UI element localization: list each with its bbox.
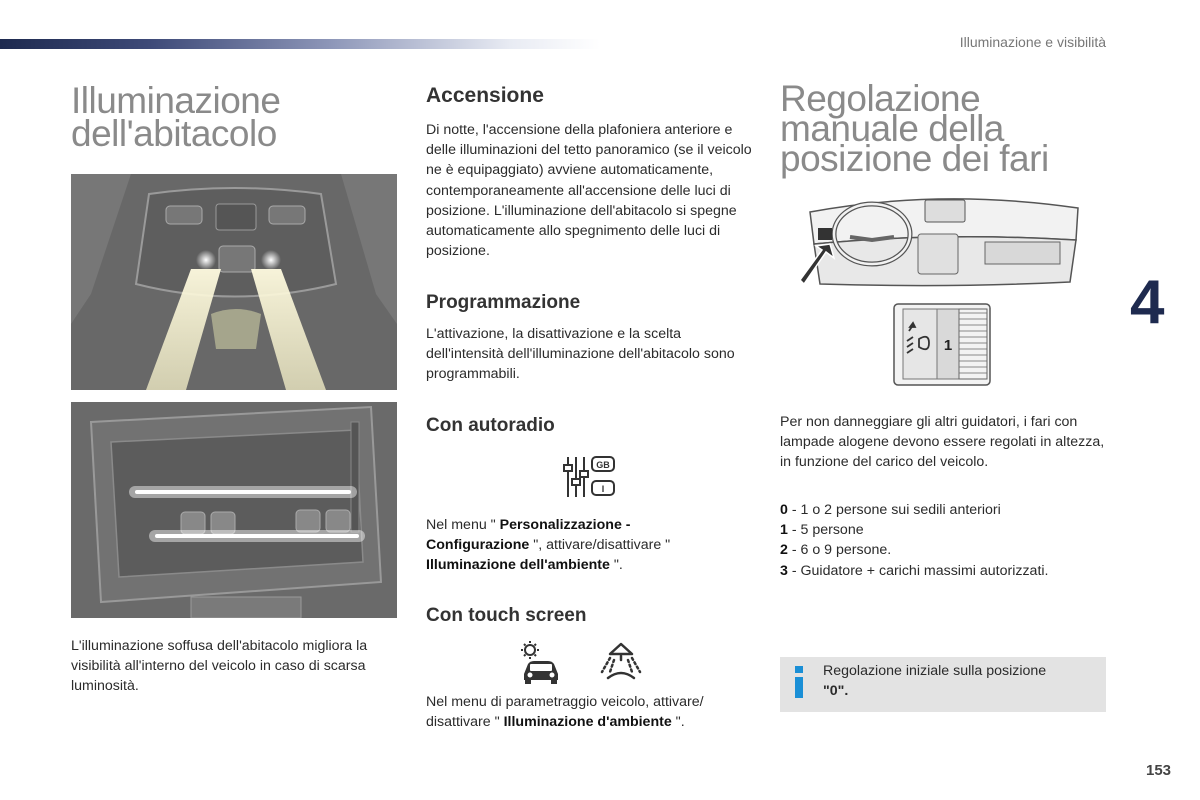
autoradio-text-part3: ". — [609, 557, 623, 574]
legend-text: - 5 persone — [787, 522, 864, 539]
chapter-number: 4 — [1130, 268, 1165, 337]
legend-item — [780, 561, 1110, 581]
front-ceiling-light-photo — [71, 174, 397, 390]
running-header: Illuminazione e visibilità — [959, 34, 1106, 50]
info-icon — [794, 666, 804, 698]
header-gradient-bar — [0, 39, 600, 49]
right-title — [780, 78, 1049, 179]
info-note-value: "0". — [823, 683, 849, 699]
autoradio-menu-item: Illuminazione dell'ambiente — [426, 557, 610, 574]
programmazione-text: L'attivazione, la disattivazione e la scelta dell'intensità dell'illuminazione dell'abitacolo sono programmabili. — [426, 326, 735, 383]
settings-menu-icon — [560, 453, 618, 501]
touch-text-part1: Nel menu di parametraggio veicolo, attivare/ disattivare " — [426, 694, 704, 731]
ceiling-light-illustration — [71, 174, 397, 390]
touch-screen-text — [426, 692, 746, 732]
legend-item — [780, 500, 1110, 520]
load-legend — [780, 500, 1110, 581]
left-caption: L'illuminazione soffusa dell'abitacolo migliora la visibilità all'interno del veicolo in caso di scarsa luminosità. — [71, 638, 368, 695]
left-title — [71, 80, 281, 154]
legend-item — [780, 540, 1110, 560]
right-title-line3: posizione dei fari — [780, 138, 1049, 179]
info-note-text — [823, 661, 1093, 701]
accensione-text: Di notte, l'accensione della plafoniera anteriore e delle illuminazioni del tetto panoramico (se il veicolo ne è equipaggiato) avviene automaticamente, contemporaneamente all'accensione delle luci di posizione. L'illuminazione dell'abitacolo si spegne automaticamente allo spegnimento delle luci di posizione. — [426, 122, 752, 260]
autoradio-text — [426, 515, 726, 576]
icon-label-gb: GB — [596, 460, 610, 470]
legend-item — [780, 520, 1110, 540]
autoradio-heading: Con autoradio — [426, 415, 555, 436]
right-title-line2: manuale della — [780, 108, 1004, 149]
legend-key: 1 — [780, 522, 788, 539]
left-title-line1: Illuminazione — [71, 80, 281, 121]
page-number: 153 — [1146, 762, 1172, 779]
headlamp-intro-text: Per non danneggiare gli altri guidatori, i fari con lampade alogene devono essere regolati in altezza, in funzione del carico del veicolo. — [780, 414, 1105, 471]
touch-menu-item: Illuminazione d'ambiente — [503, 714, 672, 731]
autoradio-menu-path: Personalizzazione - Configurazione — [426, 517, 631, 554]
info-note-box — [780, 657, 1106, 712]
legend-key: 0 — [780, 502, 788, 518]
programmazione-heading: Programmazione — [426, 292, 581, 313]
legend-key: 3 — [780, 562, 788, 579]
autoradio-text-part2: ", attivare/disattivare " — [529, 537, 671, 554]
roof-light-illustration — [71, 402, 397, 618]
dashboard-illustration — [800, 192, 1082, 292]
icon-label-i: I — [601, 484, 605, 494]
vehicle-settings-icon — [518, 640, 564, 684]
accensione-heading: Accensione — [426, 84, 544, 107]
legend-text: - 6 o 9 persone. — [787, 542, 892, 559]
info-note-line: Regolazione iniziale sulla posizione — [823, 663, 1047, 679]
autoradio-text-part1: Nel menu " — [426, 517, 500, 533]
touch-text-part2: ". — [671, 714, 685, 731]
left-title-line2: dell'abitacolo — [71, 113, 277, 154]
switch-position-digit: 1 — [943, 337, 953, 354]
legend-text: - 1 o 2 persone sui sedili anteriori — [787, 502, 1001, 518]
legend-text: - Guidatore + carichi massimi autorizzati. — [787, 562, 1049, 579]
panoramic-roof-light-photo — [71, 402, 397, 618]
right-title-line1: Regolazione — [780, 78, 981, 119]
legend-key: 2 — [780, 542, 788, 559]
headlamp-adjustment-switch[interactable] — [893, 303, 991, 386]
ambient-lighting-icon — [596, 640, 646, 684]
touch-screen-heading: Con touch screen — [426, 605, 587, 626]
